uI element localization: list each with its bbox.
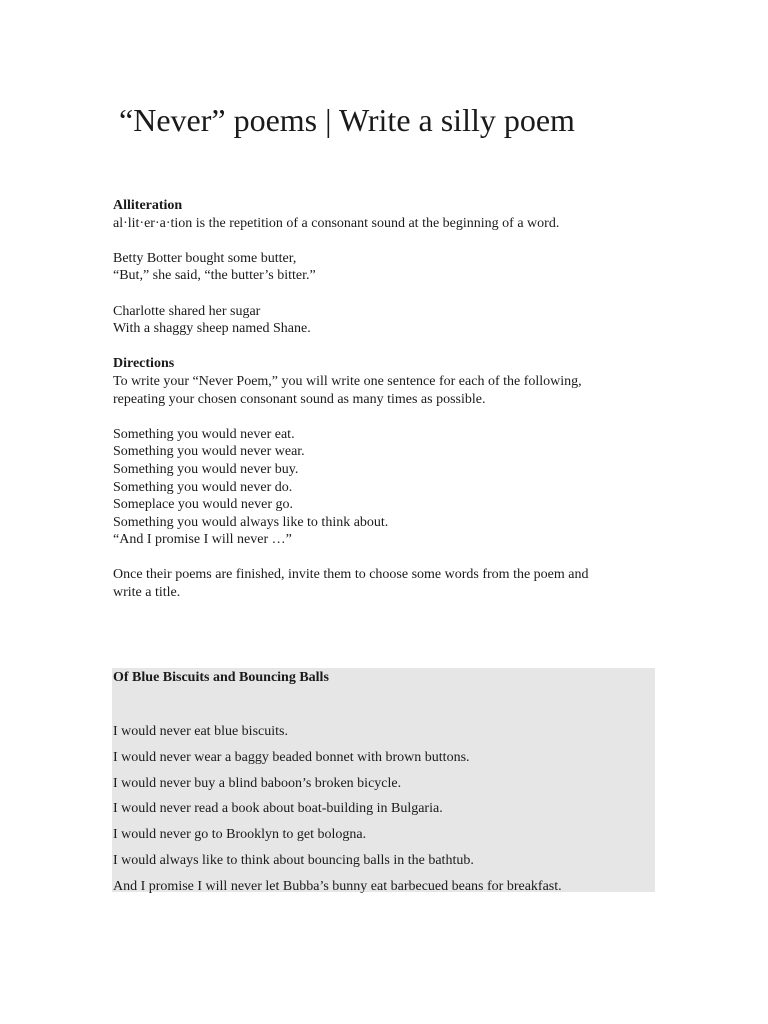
poem-line: I would never go to Brooklyn to get bologna. bbox=[113, 827, 367, 843]
prompt-item: Something you would never eat. bbox=[113, 426, 295, 442]
prompt-item: Something you would never do. bbox=[113, 479, 293, 495]
example2-line-2: With a shaggy sheep named Shane. bbox=[113, 321, 311, 337]
directions-intro-line-2: repeating your chosen consonant sound as many times as possible. bbox=[113, 391, 486, 407]
prompt-item: Someplace you would never go. bbox=[113, 497, 294, 513]
poem-line: I would never wear a baggy beaded bonnet with brown buttons. bbox=[113, 749, 470, 765]
alliteration-heading: Alliteration bbox=[113, 198, 183, 213]
alliteration-section bbox=[113, 197, 653, 602]
page-title: “Never” poems | Write a silly poem bbox=[119, 102, 575, 138]
poem-line: I would never eat blue biscuits. bbox=[113, 724, 288, 739]
closing-line-2: write a title. bbox=[113, 585, 181, 601]
prompt-item: “And I promise I will never …” bbox=[113, 532, 292, 548]
poem-line: I would never read a book about boat-building in Bulgaria. bbox=[113, 801, 443, 817]
example1-line-2: “But,” she said, “the butter’s bitter.” bbox=[113, 268, 316, 284]
poem-line: And I promise I will never let Bubba’s bunny eat barbecued beans for breakfast. bbox=[113, 878, 562, 894]
prompt-item: Something you would never buy. bbox=[113, 461, 299, 477]
sample-poem-lines bbox=[113, 719, 562, 900]
poem-line: I would never buy a blind baboon’s broken bicycle. bbox=[113, 775, 402, 791]
sample-poem-box bbox=[112, 668, 655, 892]
alliteration-definition: al·lit·er·a·tion is the repetition of a consonant sound at the beginning of a word. bbox=[113, 215, 560, 231]
poem-line: I would always like to think about bouncing balls in the bathtub. bbox=[113, 852, 474, 868]
example2-line-1: Charlotte shared her sugar bbox=[113, 303, 261, 319]
directions-intro-line-1: To write your “Never Poem,” you will write one sentence for each of the following, bbox=[113, 373, 582, 389]
prompt-item: Something you would never wear. bbox=[113, 444, 305, 460]
closing-line-1: Once their poems are finished, invite them to choose some words from the poem and bbox=[113, 567, 589, 583]
prompt-item: Something you would always like to think about. bbox=[113, 514, 389, 530]
example1-line-1: Betty Botter bought some butter, bbox=[113, 250, 297, 266]
directions-heading: Directions bbox=[113, 356, 175, 372]
sample-poem-title: Of Blue Biscuits and Bouncing Balls bbox=[113, 670, 329, 685]
